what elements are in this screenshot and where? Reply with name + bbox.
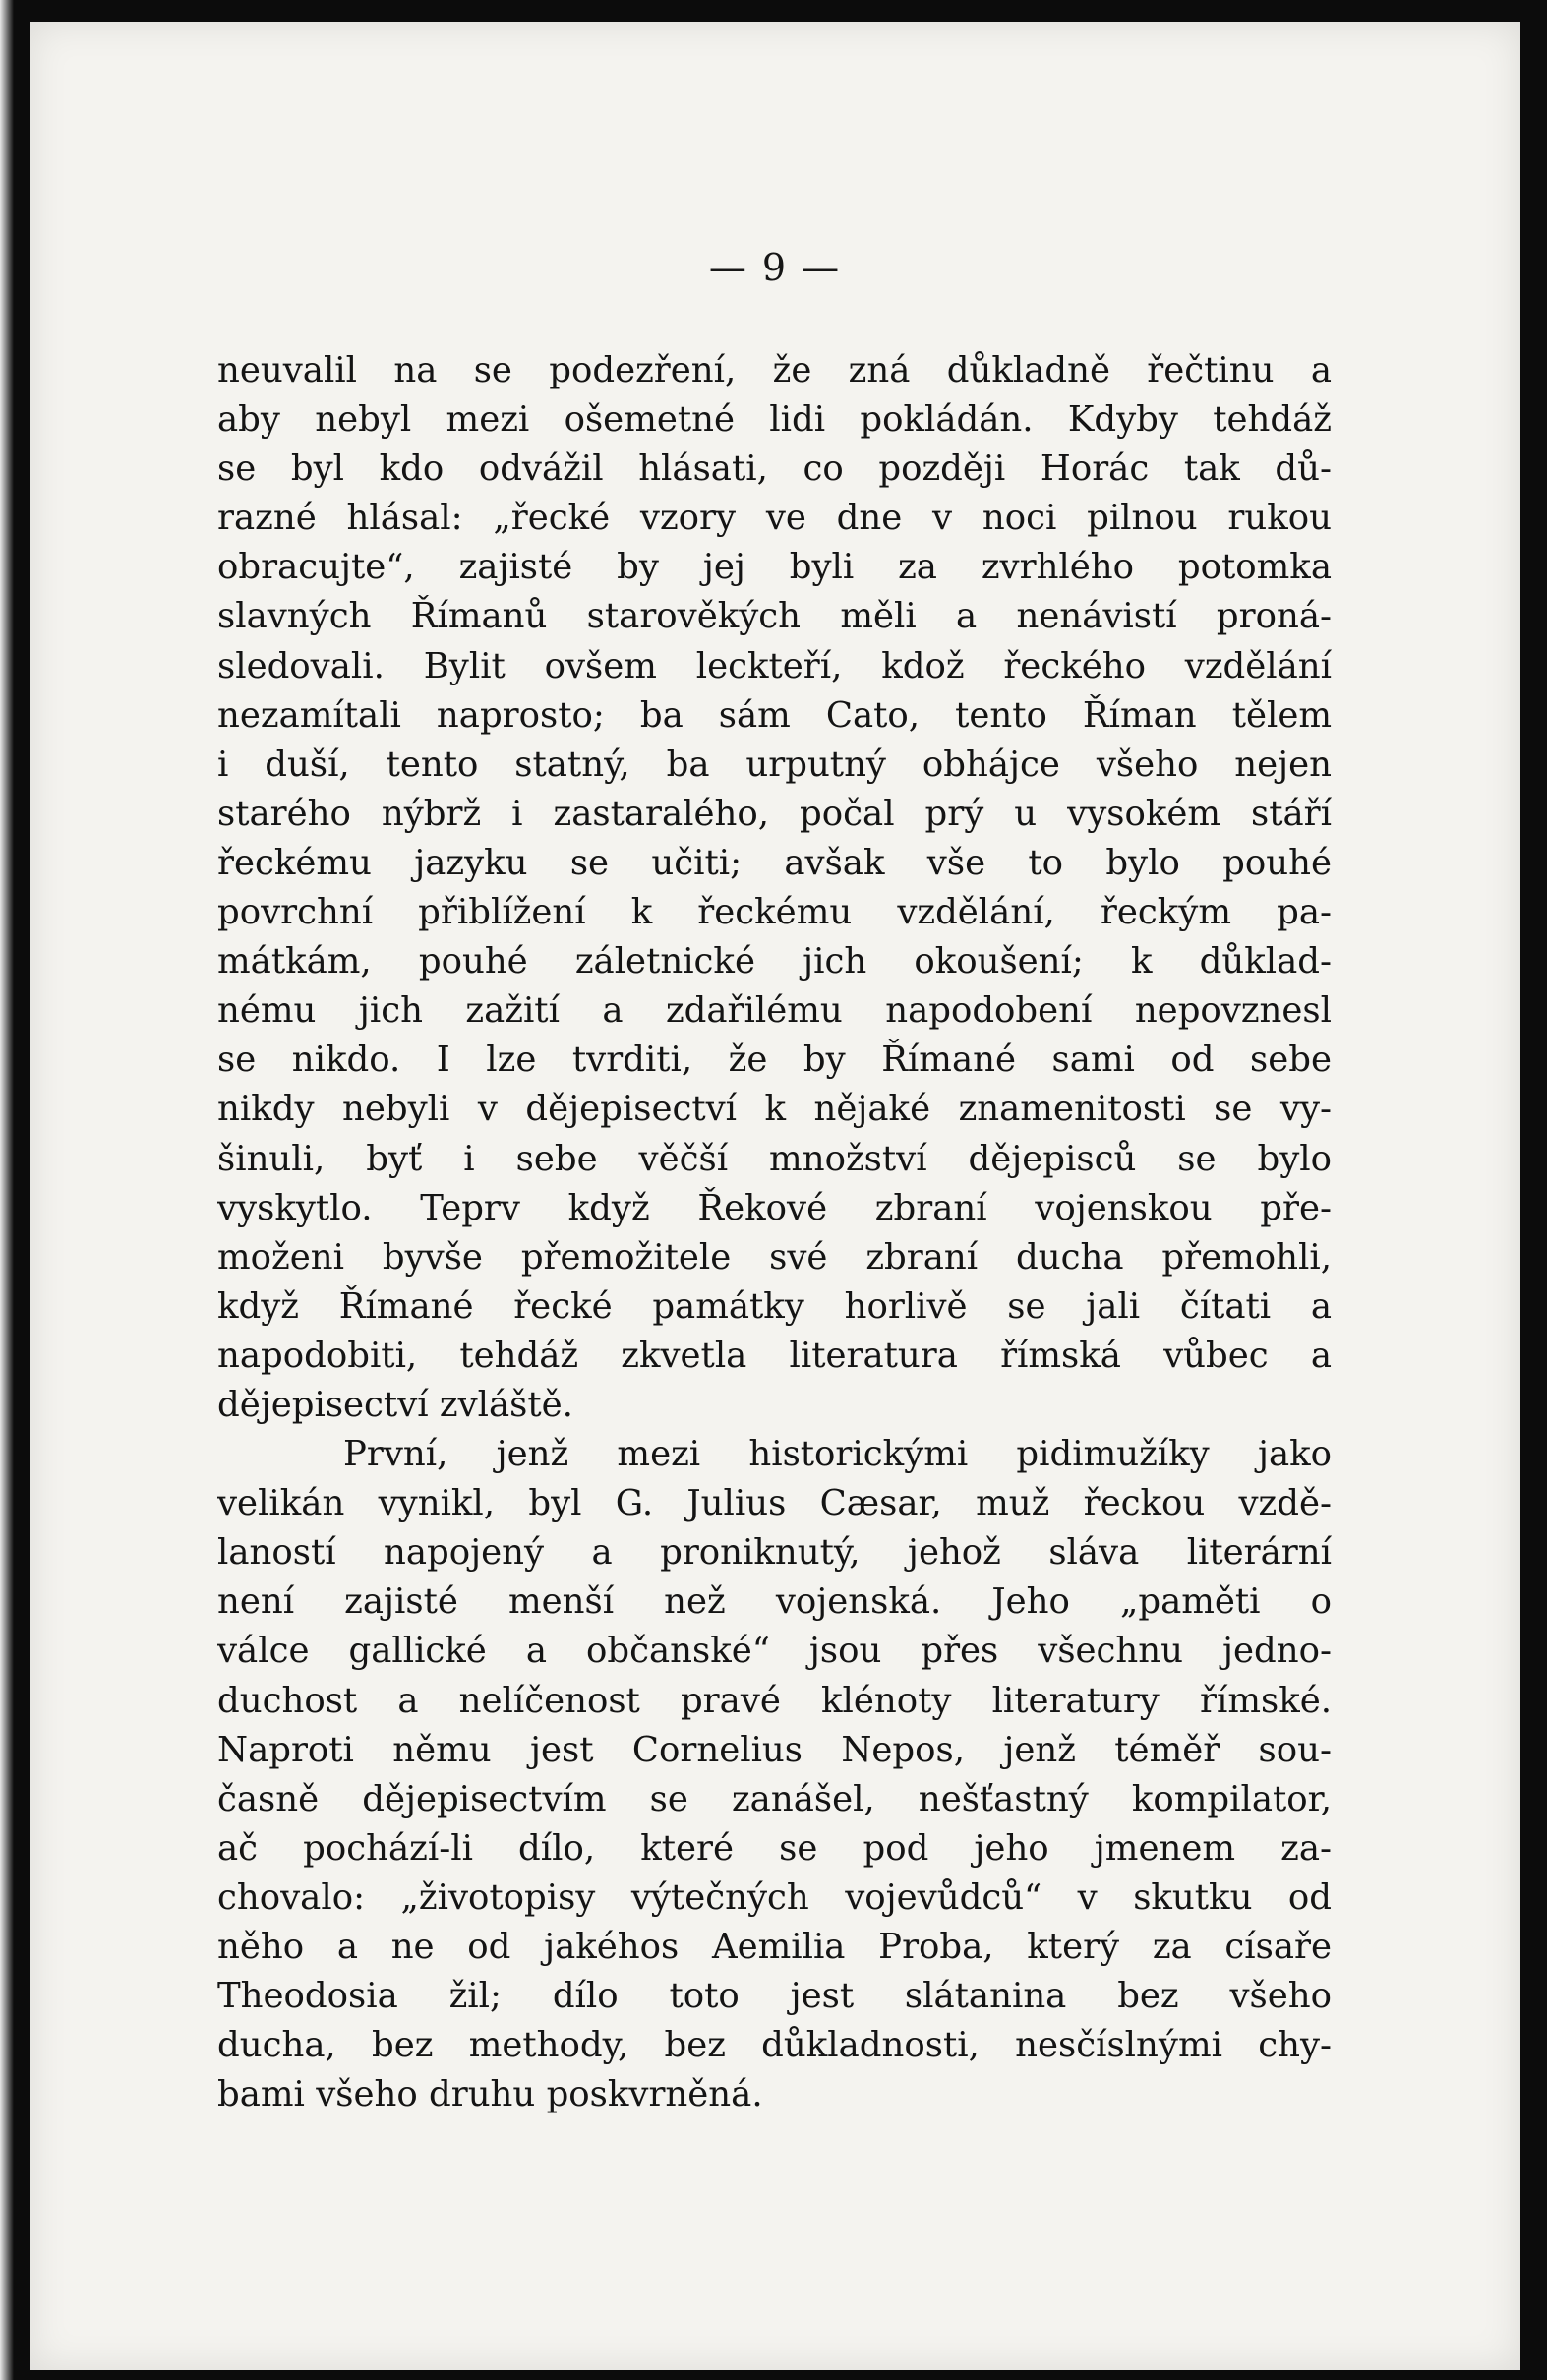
page-number: — 9 — <box>708 246 842 289</box>
page-text <box>217 346 1332 2119</box>
paragraph-end-line: bami všeho druhu poskvrněná. <box>217 2074 763 2115</box>
text-line: nikdy nebyli v dějepisectví k nějaké znamenitosti se vy- <box>217 1089 1332 1130</box>
text-line: ač pochází-li dílo, které se pod jeho jmenem za- <box>217 1827 1332 1869</box>
text-line: nému jich zažití a zdařilému napodobení nepovznesl <box>217 990 1332 1032</box>
text-line: moženi byvše přemožitele své zbraní ducha přemohli, <box>217 1236 1332 1278</box>
text-line: mátkám, pouhé záletnické jich okoušení; k důklad- <box>217 941 1332 982</box>
text-line: i duší, tento statný, ba urputný obhájce všeho nejen <box>217 744 1332 785</box>
text-line: ducha, bez methody, bez důkladnosti, nesčíslnými chy- <box>217 2025 1332 2066</box>
text-line: když Římané řecké památky horlivě se jali čítati a <box>217 1285 1332 1327</box>
text-line: laností napojený a proniknutý, jehož sláva literární <box>217 1532 1332 1574</box>
paragraph-start-line: První, jenž mezi historickými pidimužíky jako <box>343 1434 1332 1475</box>
text-line: chovalo: „životopisy výtečných vojevůdců“ v skutku od <box>217 1876 1332 1918</box>
text-line: starého nýbrž i zastaralého, počal prý u vysokém stáří <box>217 793 1332 834</box>
scan-edge <box>0 0 14 2380</box>
paragraph-end-line: dějepisectví zvláště. <box>217 1384 573 1425</box>
text-line: šinuli, byť i sebe věčší množství dějepisců se bylo <box>217 1138 1332 1179</box>
text-line: se nikdo. I lze tvrditi, že by Římané sami od sebe <box>217 1040 1332 1081</box>
text-line: neuvalil na se podezření, že zná důkladně řečtinu a <box>217 350 1332 390</box>
book-page <box>30 22 1520 2370</box>
text-line: obracujte“, zajisté by jej byli za zvrhlého potomka <box>217 547 1332 588</box>
text-line: není zajisté menší než vojenská. Jeho „paměti o <box>217 1581 1332 1623</box>
text-line: časně dějepisectvím se zanášel, nešťastný kompilator, <box>217 1778 1332 1819</box>
text-line: se byl kdo odvážil hlásati, co později Horác tak dů- <box>217 448 1332 490</box>
text-line: povrchní přiblížení k řeckému vzdělání, řeckým pa- <box>217 892 1332 933</box>
text-line: sledovali. Bylit ovšem leckteří, kdož řeckého vzdělání <box>217 645 1332 686</box>
text-line: aby nebyl mezi ošemetné lidi pokládán. Kdyby tehdáž <box>217 399 1332 441</box>
text-line: Theodosia žil; dílo toto jest slátanina bez všeho <box>217 1976 1332 2017</box>
text-line: vyskytlo. Teprv když Řekové zbraní vojenskou pře- <box>217 1187 1332 1228</box>
text-line: nezamítali naprosto; ba sám Cato, tento Říman tělem <box>217 694 1332 736</box>
text-line: řeckému jazyku se učiti; avšak vše to bylo pouhé <box>217 842 1332 883</box>
text-line: Naproti němu jest Cornelius Nepos, jenž téměř sou- <box>217 1729 1332 1770</box>
text-line: razné hlásal: „řecké vzory ve dne v noci pilnou rukou <box>217 498 1332 539</box>
text-line: velikán vynikl, byl G. Julius Cæsar, muž řeckou vzdě- <box>217 1483 1332 1524</box>
text-line: napodobiti, tehdáž zkvetla literatura římská vůbec a <box>217 1335 1332 1376</box>
text-line: duchost a nelíčenost pravé klénoty literatury římské. <box>217 1680 1332 1721</box>
text-line: slavných Římanů starověkých měli a nenávistí proná- <box>217 596 1332 637</box>
text-line: něho a ne od jakéhos Aemilia Proba, který za císaře <box>217 1927 1332 1967</box>
text-line: válce gallické a občanské“ jsou přes všechnu jedno- <box>217 1631 1332 1672</box>
